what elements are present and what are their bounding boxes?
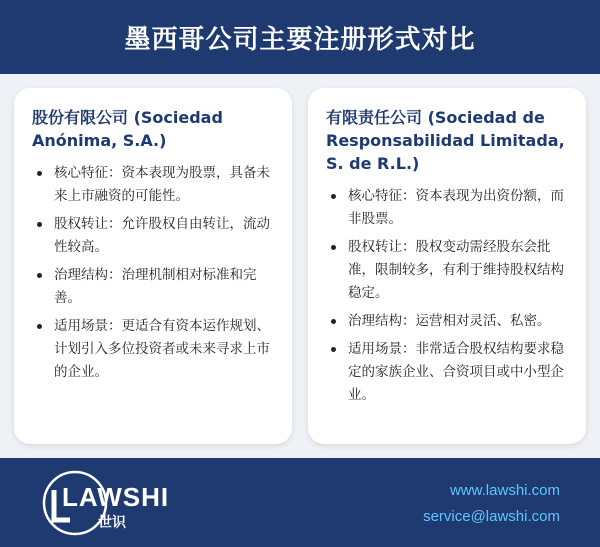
logo-text: LAWSHI	[62, 482, 170, 512]
contact-info	[423, 478, 560, 530]
logo-subtext: 世识	[98, 515, 126, 531]
list-item: 适用场景：非常适合股权结构要求稳定的家族企业、合资项目或中小型企业。	[348, 338, 570, 407]
list-item: 治理结构：治理机制相对标准和完善。	[54, 264, 276, 310]
page-title: 墨西哥公司主要注册形式对比	[124, 24, 476, 55]
card-title: 有限责任公司 (Sociedad de Responsabilidad Limitada, S. de R.L.)	[326, 108, 565, 173]
lawshi-logo	[40, 468, 170, 538]
list-item: 治理结构：运营相对灵活、私密。	[348, 310, 570, 333]
card-sa	[14, 88, 292, 444]
footer	[0, 458, 600, 547]
list-item: 股权转让：股权变动需经股东会批准，限制较多，有利于维持股权结构稳定。	[348, 236, 570, 305]
feature-list	[32, 162, 276, 384]
header-banner	[0, 0, 600, 74]
website-link[interactable]: www.lawshi.com	[449, 482, 560, 499]
card-title: 股份有限公司 (Sociedad Anónima, S.A.)	[32, 108, 223, 150]
list-item: 核心特征：资本表现为股票，具备未来上市融资的可能性。	[54, 162, 276, 208]
comparison-area	[0, 74, 600, 458]
feature-list	[326, 185, 570, 407]
list-item: 核心特征：资本表现为出资份额，而非股票。	[348, 185, 570, 231]
list-item: 适用场景：更适合有资本运作规划、计划引入多位投资者或未来寻求上市的企业。	[54, 315, 276, 384]
email-link[interactable]: service@lawshi.com	[423, 508, 560, 525]
card-srl	[308, 88, 586, 444]
list-item: 股权转让：允许股权自由转让，流动性较高。	[54, 213, 276, 259]
